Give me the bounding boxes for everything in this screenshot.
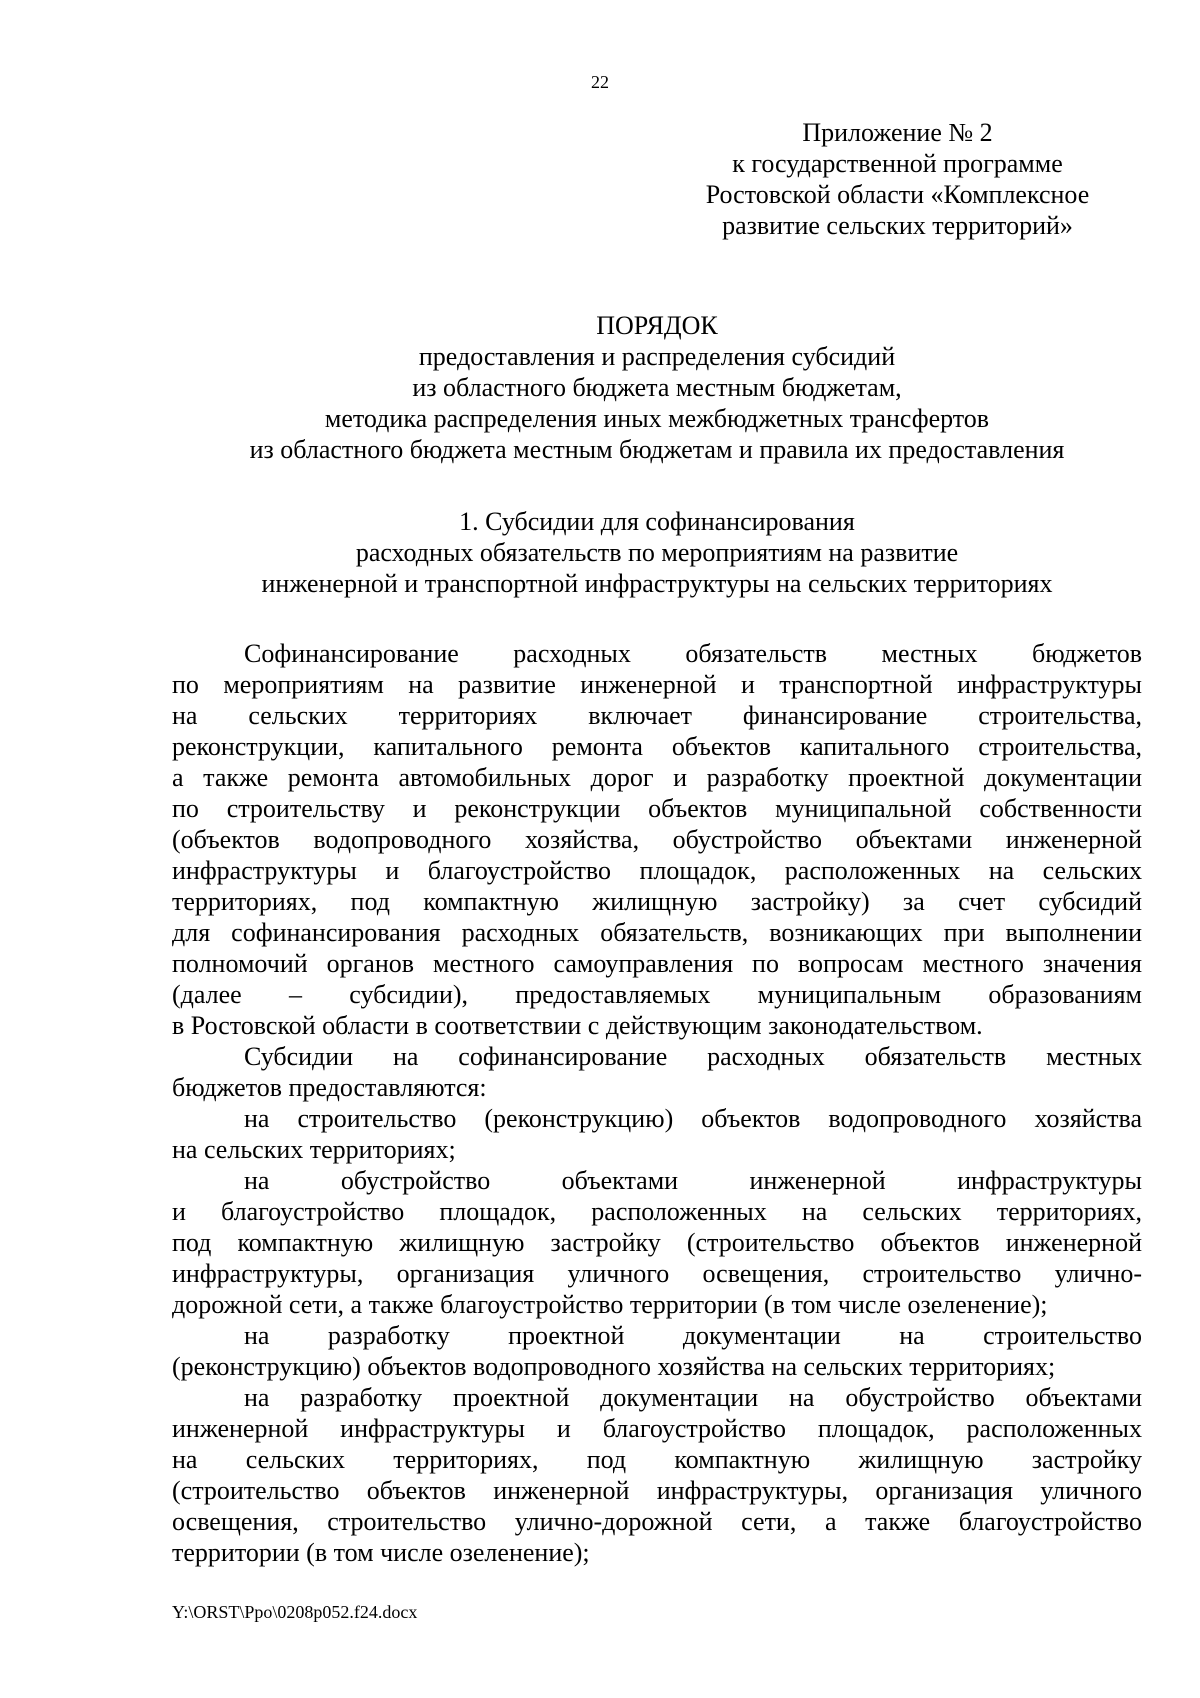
paragraph-line: Субсидии на софинансирование расходных обязательств местных xyxy=(244,1042,1142,1071)
section-line: расходных обязательств по мероприятиям на развитие xyxy=(355,538,959,567)
document-title xyxy=(172,310,1142,465)
paragraph-line: и благоустройство площадок, расположенных на сельских территориях, xyxy=(172,1197,1142,1226)
body-text xyxy=(172,638,1142,1568)
paragraph-line: (далее – субсидии), предоставляемых муниципальным образованиям xyxy=(172,980,1142,1009)
paragraph xyxy=(172,1165,1142,1320)
paragraph xyxy=(172,1382,1142,1568)
title-main: ПОРЯДОК xyxy=(596,311,718,340)
paragraph-line: бюджетов предоставляются: xyxy=(172,1073,487,1102)
title-line: предоставления и распределения субсидий xyxy=(418,342,896,371)
paragraph-line: Софинансирование расходных обязательств местных бюджетов xyxy=(244,639,1142,668)
file-path-footer: Y:\ORST\Ppo\0208p052.f24.docx xyxy=(172,1602,418,1622)
paragraph-line: по мероприятиям на развитие инженерной и транспортной инфраструктуры xyxy=(172,670,1142,699)
paragraph-line: территориях, под компактную жилищную застройку) за счет субсидий xyxy=(172,887,1142,916)
paragraph-line: (строительство объектов инженерной инфраструктуры, организация уличного xyxy=(172,1476,1142,1505)
section-line: инженерной и транспортной инфраструктуры на сельских территориях xyxy=(261,569,1053,598)
paragraph-line: под компактную жилищную застройку (строительство объектов инженерной xyxy=(172,1228,1142,1257)
section-line: 1. Субсидии для софинансирования xyxy=(459,507,855,536)
appendix-line: Ростовской области «Комплексное xyxy=(705,180,1090,209)
paragraph-line: инженерной инфраструктуры и благоустройство площадок, расположенных xyxy=(172,1414,1142,1443)
section-heading xyxy=(172,506,1142,599)
paragraph-line: инфраструктуры и благоустройство площадок, расположенных на сельских xyxy=(172,856,1142,885)
paragraph-line: по строительству и реконструкции объектов муниципальной собственности xyxy=(172,794,1142,823)
paragraph-line: на обустройство объектами инженерной инфраструктуры xyxy=(244,1166,1142,1195)
title-line: из областного бюджета местным бюджетам, xyxy=(412,373,902,402)
paragraph xyxy=(172,638,1142,1041)
paragraph-line: для софинансирования расходных обязательств, возникающих при выполнении xyxy=(172,918,1142,947)
paragraph-line: инфраструктуры, организация уличного освещения, строительство улично- xyxy=(172,1259,1142,1288)
paragraph-line: (объектов водопроводного хозяйства, обустройство объектами инженерной xyxy=(172,825,1142,854)
paragraph-line: на сельских территориях, под компактную жилищную застройку xyxy=(172,1445,1142,1474)
page-number: 22 xyxy=(591,72,609,92)
paragraph-line: территории (в том числе озеленение); xyxy=(172,1538,590,1567)
paragraph-line: на строительство (реконструкцию) объектов водопроводного хозяйства xyxy=(244,1104,1142,1133)
paragraph-line: на разработку проектной документации на строительство xyxy=(244,1321,1142,1350)
paragraph-line: полномочий органов местного самоуправления по вопросам местного значения xyxy=(172,949,1142,978)
title-line: методика распределения иных межбюджетных трансфертов xyxy=(324,404,990,433)
title-line: из областного бюджета местным бюджетам и правила их предоставления xyxy=(249,435,1065,464)
paragraph-line: (реконструкцию) объектов водопроводного хозяйства на сельских территориях; xyxy=(172,1352,1056,1381)
paragraph-line: на разработку проектной документации на обустройство объектами xyxy=(244,1383,1142,1412)
appendix-line: к государственной программе xyxy=(732,149,1063,178)
paragraph-line: реконструкции, капитального ремонта объектов капитального строительства, xyxy=(172,732,1142,761)
appendix-line: Приложение № 2 xyxy=(802,118,993,147)
paragraph xyxy=(172,1103,1142,1165)
paragraph-line: в Ростовской области в соответствии с действующим законодательством. xyxy=(172,1011,983,1040)
paragraph xyxy=(172,1320,1142,1382)
paragraph-line: дорожной сети, а также благоустройство территории (в том числе озеленение); xyxy=(172,1290,1048,1319)
paragraph-line: на сельских территориях включает финансирование строительства, xyxy=(172,701,1142,730)
paragraph-line: а также ремонта автомобильных дорог и разработку проектной документации xyxy=(172,763,1142,792)
paragraph xyxy=(172,1041,1142,1103)
paragraph-line: на сельских территориях; xyxy=(172,1135,456,1164)
appendix-header xyxy=(680,117,1115,241)
paragraph-line: освещения, строительство улично-дорожной сети, а также благоустройство xyxy=(172,1507,1142,1536)
appendix-line: развитие сельских территорий» xyxy=(722,211,1073,240)
